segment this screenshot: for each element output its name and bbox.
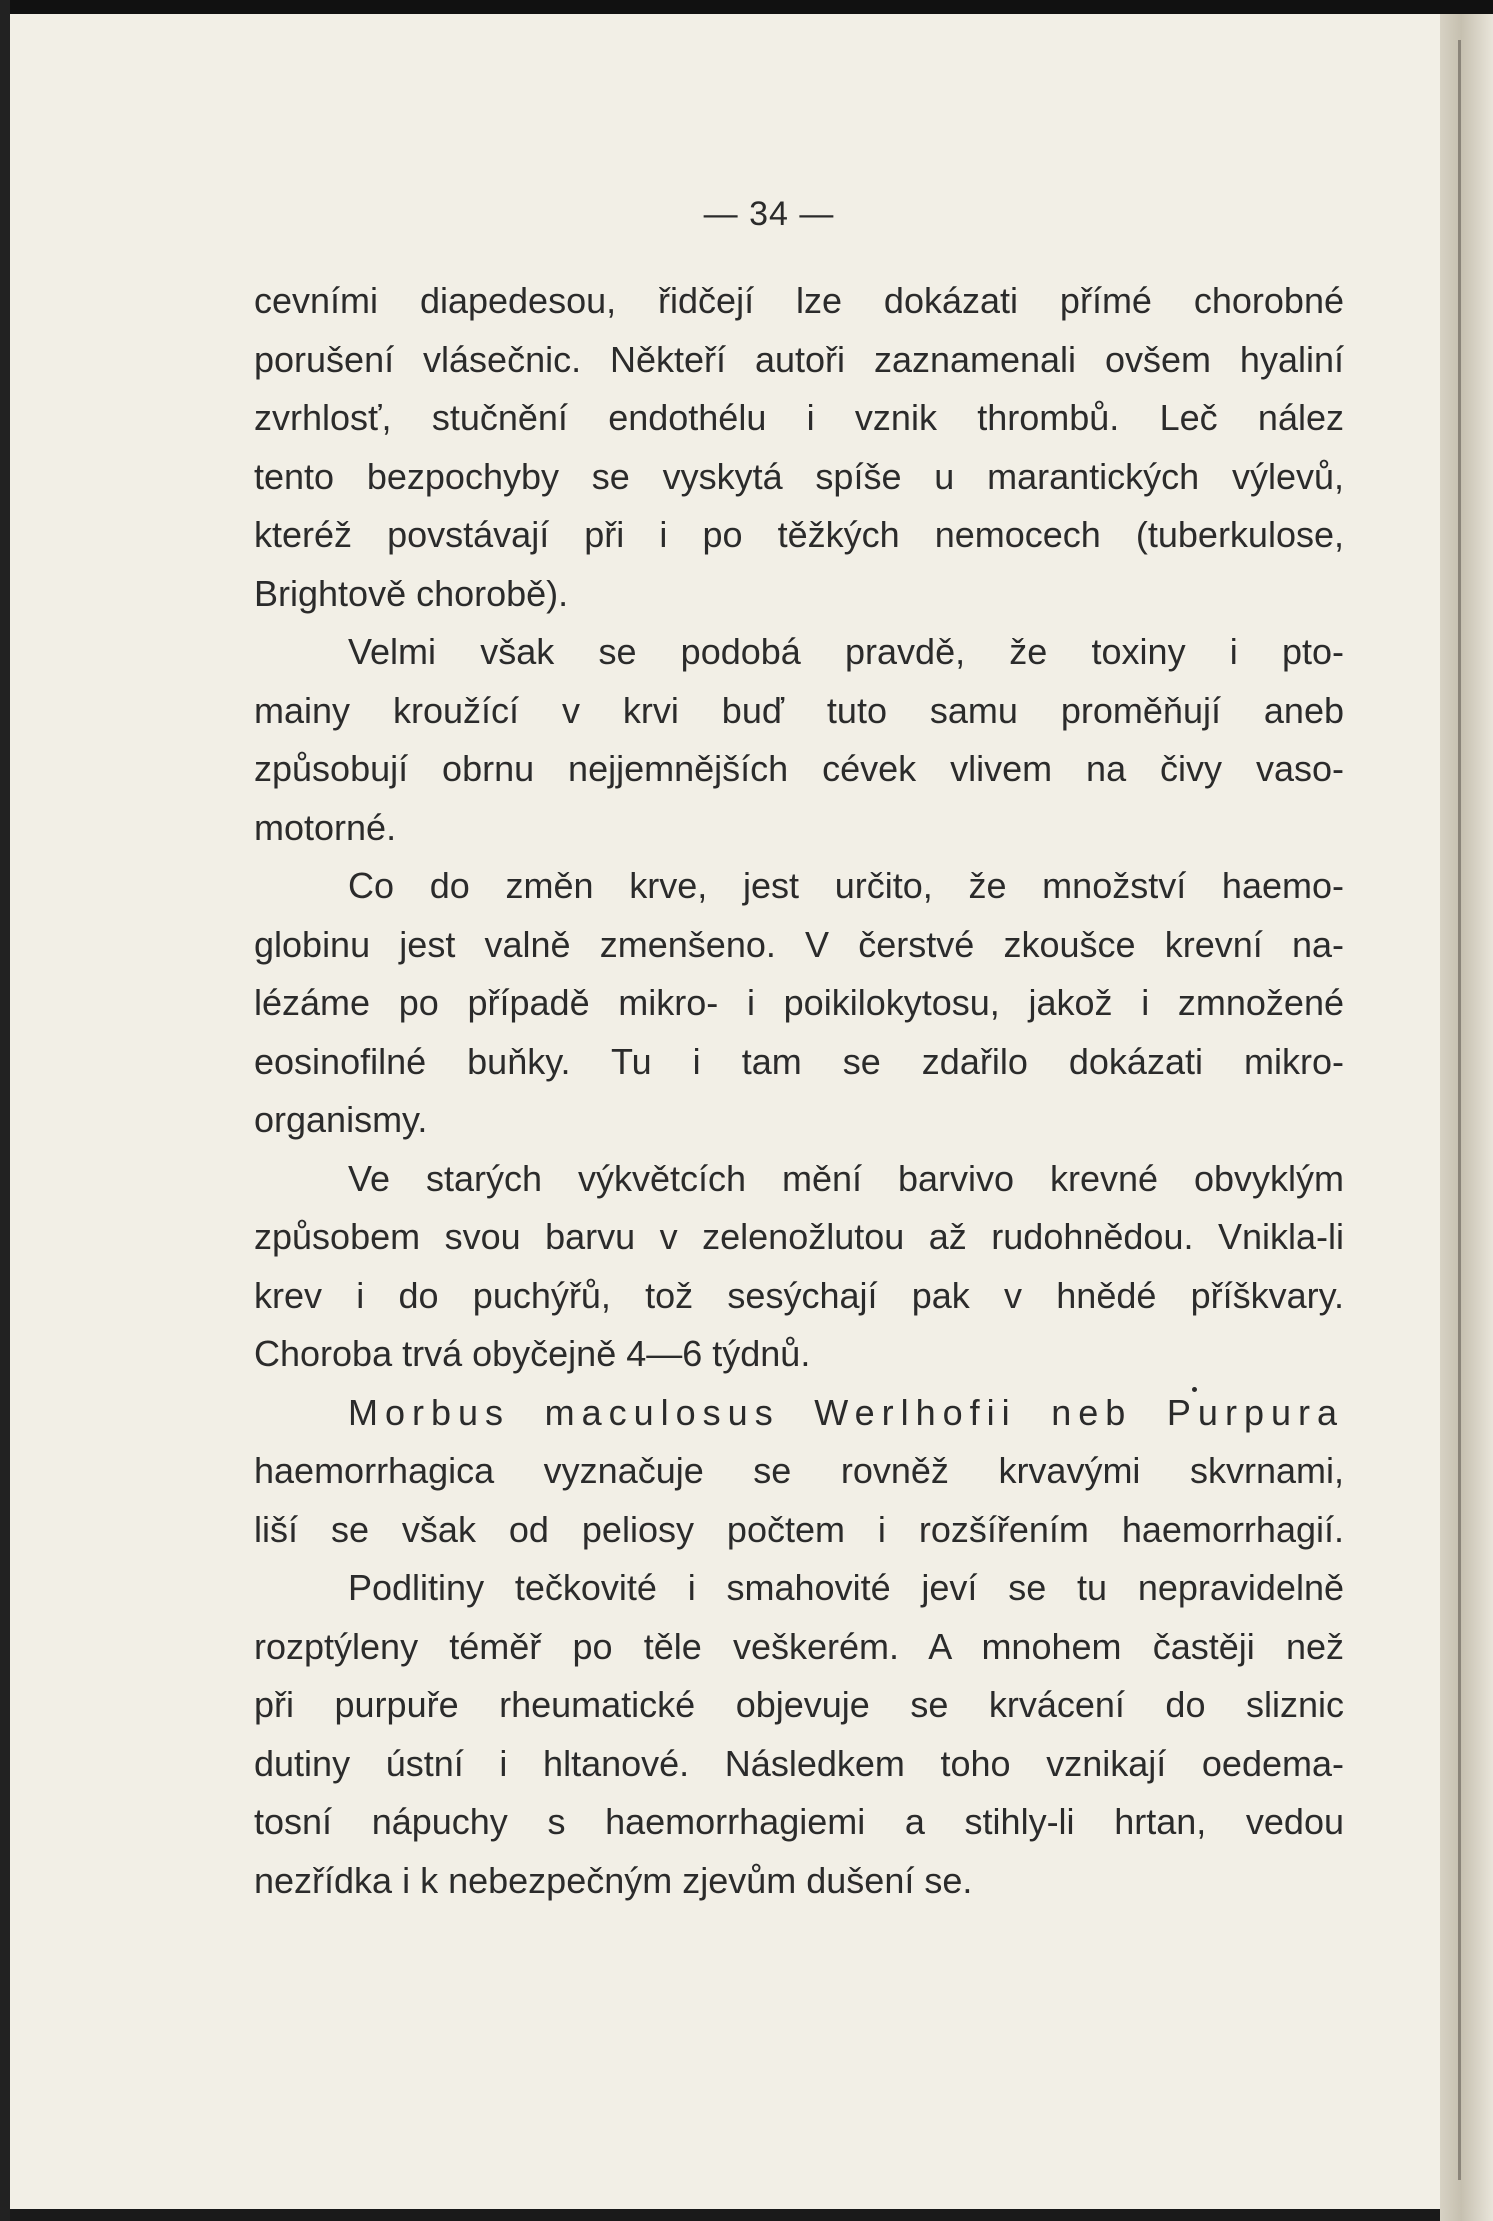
paragraph-5 bbox=[254, 1384, 1344, 1560]
text-line: zvrhlosť, stučnění endothélu i vznik thrombů. Leč nález bbox=[254, 397, 1344, 438]
paragraph-6 bbox=[254, 1559, 1344, 1910]
ink-speck bbox=[1192, 1387, 1197, 1392]
scan-top-border bbox=[0, 0, 1493, 14]
text-line: kteréž povstávají při i po těžkých nemocech (tuberkulose, bbox=[254, 514, 1344, 555]
text-line: Co do změn krve, jest určito, že množství haemo- bbox=[348, 865, 1344, 906]
text-line: mainy kroužící v krvi buď tuto samu proměňují aneb bbox=[254, 689, 1344, 731]
text-line: krev i do puchýřů, tož sesýchají pak v hnědé příškvary. bbox=[254, 1274, 1344, 1316]
text-line: tosní nápuchy s haemorrhagiemi a stihly-li hrtan, vedou bbox=[254, 1801, 1344, 1842]
text-line: lézáme po případě mikro- i poikilokytosu, jakož i zmnožené bbox=[254, 982, 1344, 1023]
text-line: Velmi však se podobá pravdě, že toxiny i pto- bbox=[348, 631, 1344, 672]
text-line: Morbus maculosus Werlhofii neb Purpura bbox=[348, 1391, 1344, 1433]
text-line: tento bezpochyby se vyskytá spíše u marantických výlevů, bbox=[254, 455, 1344, 497]
page-text-block bbox=[254, 195, 1344, 1910]
text-line: globinu jest valně zmenšeno. V čerstvé zkoušce krevní na- bbox=[254, 923, 1344, 965]
text-line: motorné. bbox=[254, 806, 397, 848]
page-number: — 34 — bbox=[703, 195, 835, 233]
text-line: nezřídka i k nebezpečným zjevům dušení se. bbox=[254, 1859, 973, 1901]
text-line: Podlitiny tečkovité i smahovité jeví se tu nepravidelně bbox=[348, 1567, 1344, 1608]
paragraph-1 bbox=[254, 272, 1344, 623]
paragraph-4 bbox=[254, 1150, 1344, 1384]
text-line: eosinofilné buňky. Tu i tam se zdařilo dokázati mikro- bbox=[254, 1040, 1344, 1082]
text-line: liší se však od peliosy počtem i rozšířením haemorrhagií. bbox=[254, 1508, 1344, 1550]
text-line: dutiny ústní i hltanové. Následkem toho vznikají oedema- bbox=[254, 1742, 1344, 1784]
text-line: Choroba trvá obyčejně 4—6 týdnů. bbox=[254, 1333, 811, 1374]
page-edge-line bbox=[1458, 40, 1461, 2180]
text-line: způsobují obrnu nejjemnějších cévek vlivem na čivy vaso- bbox=[254, 748, 1344, 789]
text-line: způsobem svou barvu v zelenožlutou až rudohnědou. Vnikla-li bbox=[254, 1216, 1344, 1257]
text-line: při purpuře rheumatické objevuje se krvácení do sliznic bbox=[254, 1684, 1344, 1725]
text-line: porušení vlásečnic. Někteří autoři zaznamenali ovšem hyaliní bbox=[254, 338, 1344, 380]
text-line: Ve starých výkvětcích mění barvivo krevné obvyklým bbox=[348, 1157, 1344, 1199]
paragraph-2 bbox=[254, 623, 1344, 857]
text-line: rozptýleny téměř po těle veškerém. A mnohem častěji než bbox=[254, 1625, 1344, 1667]
paragraph-3 bbox=[254, 857, 1344, 1150]
text-line: cevními diapedesou, řidčejí lze dokázati přímé chorobné bbox=[254, 280, 1344, 321]
text-line: Brightově chorobě). bbox=[254, 572, 569, 614]
text-line: organismy. bbox=[254, 1099, 428, 1140]
page-edge bbox=[1440, 14, 1493, 2221]
text-line: haemorrhagica vyznačuje se rovněž krvavými skvrnami, bbox=[254, 1450, 1344, 1491]
scan-left-border bbox=[0, 0, 10, 2221]
